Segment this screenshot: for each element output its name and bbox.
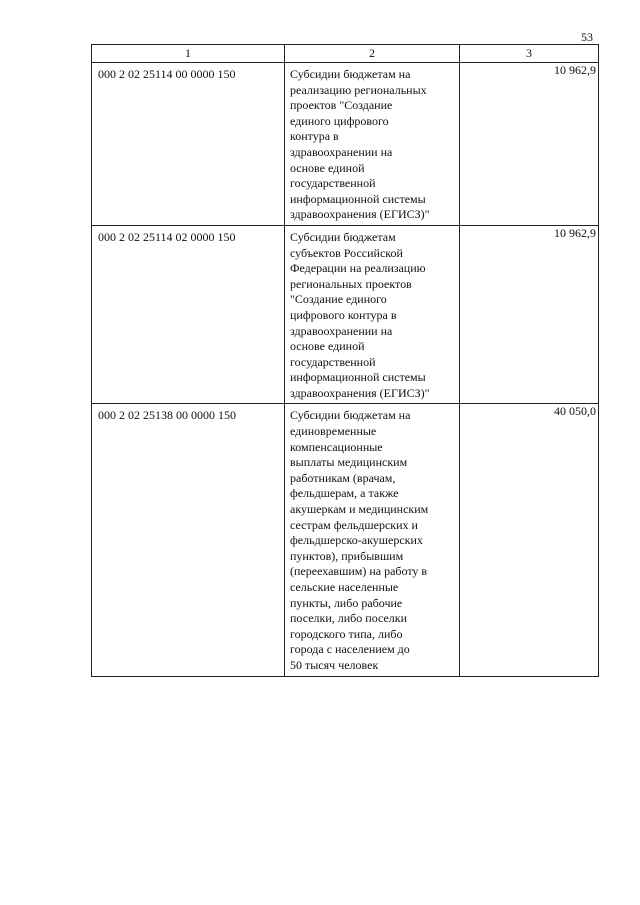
description-line: контура в: [290, 129, 339, 144]
description-line: единовременные: [290, 424, 377, 439]
description-line: информационной системы: [290, 370, 426, 385]
description-line: Федерации на реализацию: [290, 261, 426, 276]
description-line: информационной системы: [290, 191, 426, 206]
description-line: города с населением до: [290, 642, 410, 657]
amount-value: 40 050,0: [460, 404, 599, 676]
description-line: цифрового контура в: [290, 307, 397, 322]
description-line: здравоохранении на: [290, 144, 393, 159]
description-line: пунктов), прибывшим: [290, 548, 404, 563]
description-line: акушеркам и медицинским: [290, 502, 429, 517]
revenue-description: [285, 404, 460, 676]
description-line: Субсидии бюджетам на: [290, 67, 411, 81]
description-line: субъектов Российской: [290, 245, 403, 260]
description-line: региональных проектов: [290, 276, 412, 291]
description-line: поселки, либо поселки: [290, 611, 408, 626]
description-line: здравоохранения (ЕГИСЗ)": [290, 385, 430, 400]
amount-value: 10 962,9: [460, 225, 599, 404]
description-line: Субсидии бюджетам: [290, 229, 396, 244]
description-line: выплаты медицинским: [290, 455, 408, 470]
budget-classification-code: 000 2 02 25138 00 0000 150: [92, 404, 285, 676]
budget-classification-code: 000 2 02 25114 02 0000 150: [92, 225, 285, 404]
table-row: [92, 63, 599, 226]
budget-classification-code: 000 2 02 25114 00 0000 150: [92, 63, 285, 226]
description-line: "Создание единого: [290, 292, 387, 307]
description-line: государственной: [290, 176, 376, 191]
description-line: проектов "Создание: [290, 98, 393, 113]
table-body: [92, 63, 599, 677]
table-row: [92, 225, 599, 404]
description-line: Субсидии бюджетам на: [290, 408, 411, 423]
column-header-amount: 3: [460, 45, 599, 63]
description-line: компенсационные: [290, 439, 383, 454]
description-line: фельдшерам, а также: [290, 486, 399, 501]
description-line: сестрам фельдшерских и: [290, 517, 418, 532]
description-line: здравоохранения (ЕГИСЗ)": [290, 207, 430, 222]
table-header-row: [92, 45, 599, 63]
description-line: фельдшерско-акушерских: [290, 533, 423, 548]
revenue-description: [285, 63, 460, 226]
description-line: государственной: [290, 354, 376, 369]
column-header-code: 1: [92, 45, 285, 63]
description-line: (переехавшим) на работу в: [290, 564, 428, 579]
description-line: основе единой: [290, 339, 365, 354]
column-header-description: 2: [285, 45, 460, 63]
description-line: городского типа, либо: [290, 626, 403, 641]
budget-table: [91, 44, 599, 677]
description-line: сельские населенные: [290, 580, 399, 594]
amount-value: 10 962,9: [460, 63, 599, 226]
table-row: [92, 404, 599, 676]
description-line: основе единой: [290, 160, 365, 175]
page-number: 53: [581, 30, 593, 44]
description-line: здравоохранении на: [290, 323, 393, 338]
revenue-description: [285, 225, 460, 404]
description-line: работникам (врачам,: [290, 470, 396, 485]
description-line: пункты, либо рабочие: [290, 595, 403, 610]
description-line: единого цифрового: [290, 113, 389, 128]
description-line: 50 тысяч человек: [290, 657, 379, 672]
description-line: реализацию региональных: [290, 82, 427, 97]
